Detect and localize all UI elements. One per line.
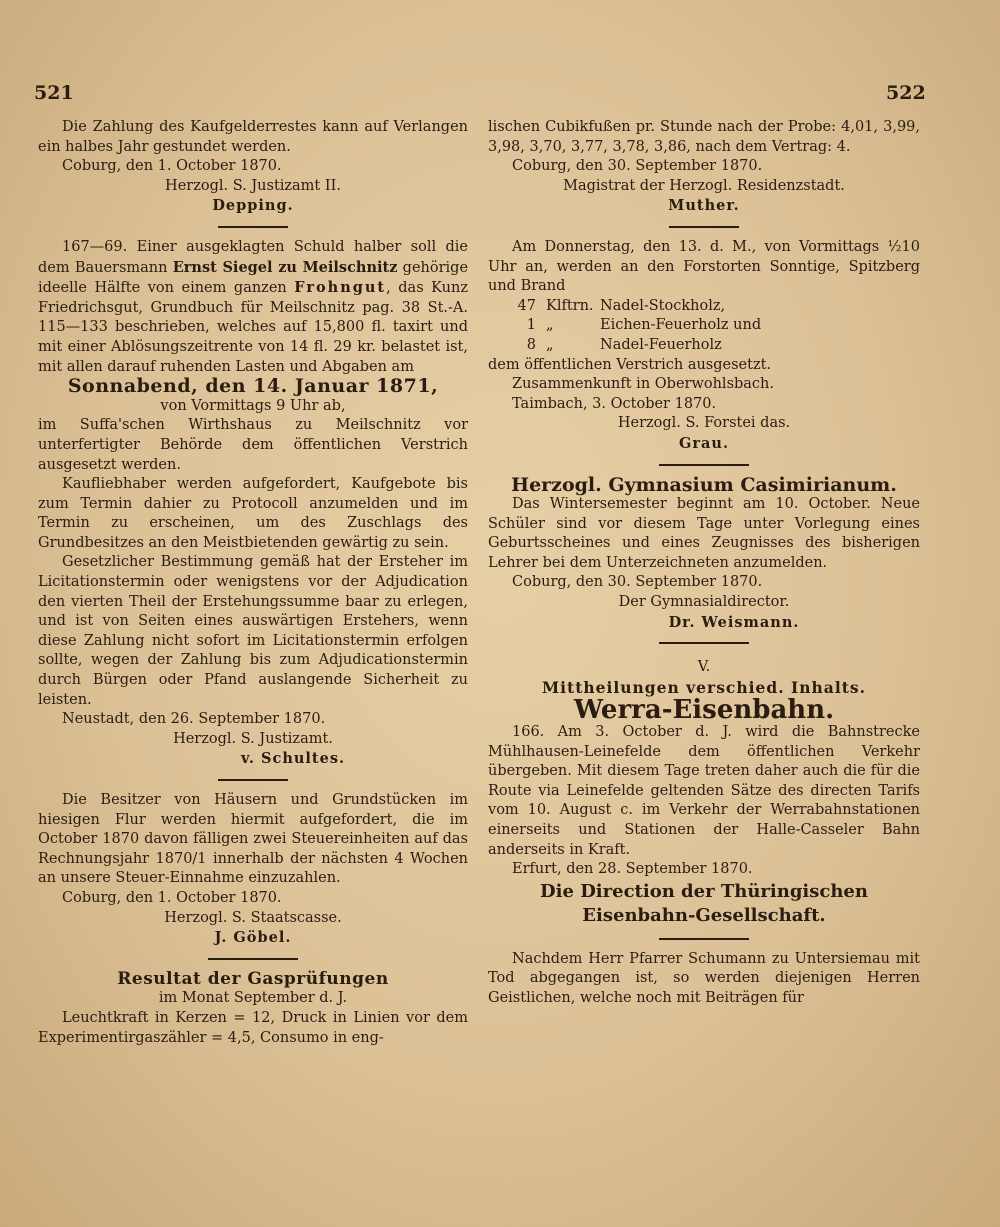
- auction-location-text: im Suffa'schen Wirthshaus zu Meilschnitz vor unterfertigter Behörde dem öffentlichen Verstrich ausgesetzt werden.: [38, 417, 468, 473]
- clergy-text: Nachdem Herr Pfarrer Schumann zu Untersiemau mit Tod abgegangen ist, so werden diejenigen Herren Geistlichen, welche noch mit Beiträgen für: [488, 950, 920, 1006]
- signature: v. Schultes.: [240, 750, 346, 768]
- notice-text: Die Zahlung des Kaufgelderrestes kann auf Verlangen ein halbes Jahr gestundet werden.: [38, 119, 468, 155]
- auction-bidders-text: Kaufliebhaber werden aufgefordert, Kaufgebote bis zum Termin dahier zu Protocoll anzumelden und im Termin zu erscheinen, um des Zuschlags des Grundbesitzes an den Meistbietenden gewärtig zu sein.: [38, 476, 468, 551]
- issuing-office: Der Gymnasialdirector.: [618, 594, 790, 611]
- divider: [208, 958, 298, 960]
- section-title: Mittheilungen verschied. Inhalts.: [541, 677, 867, 697]
- signature: Dr. Weismann.: [668, 613, 800, 631]
- wood-item: 47 Klftrn. Nadel-Stockholz,: [517, 297, 726, 314]
- werra-text: 166. Am 3. October d. J. wird die Bahnstrecke Mühlhausen-Leinefelde dem öffentlichen Verkehr übergeben. Mit diesem Tage treten daher auch die für die Route via Leinefelde geltenden Sätze des directen Tarifs vom 10. August c. im Verkehr der Werrabahnstationen einerseits und Stationen der Halle-Casseler Bahn anderseits in Kraft.: [488, 724, 920, 858]
- right-column: [488, 118, 920, 1009]
- notice-text: Die Besitzer von Häusern und Grundstücken im hiesigen Flur werden hiermit aufgefordert, die im October 1870 davon fälligen zwei Steuereinheiten auf das Rechnungsjahr 1870/1 innerhalb der nächsten 4 Wochen an unsere Steuer-Einnahme einzuzahlen.: [38, 792, 468, 887]
- place-date: Coburg, den 1. October 1870.: [62, 889, 282, 906]
- wood-item: 1 „ Eichen-Feuerholz und: [526, 317, 762, 334]
- issuing-office: Magistrat der Herzogl. Residenzstadt.: [563, 177, 845, 194]
- divider: [659, 642, 749, 644]
- owner-name: Ernst Siegel zu Meilschnitz: [172, 258, 398, 276]
- wood-sale-text-2: dem öffentlichen Verstrich ausgesetzt.: [488, 356, 772, 373]
- wood-item: 8 „ Nadel-Feuerholz: [526, 336, 722, 353]
- notice-gas-test: [38, 970, 468, 1048]
- divider: [218, 226, 288, 228]
- page-number-right: 522: [886, 82, 926, 104]
- signature: Depping.: [212, 197, 294, 215]
- issuing-office: Herzogl. S. Justizamt.: [173, 730, 333, 747]
- signature: J. Göbel.: [214, 929, 292, 947]
- divider: [659, 938, 749, 940]
- gas-test-text-continued: lischen Cubikfußen pr. Stunde nach der Probe: 4,01, 3,99, 3,98, 3,70, 3,77, 3,78, 3,86, nach dem Vertrag: 4.: [488, 119, 920, 155]
- notice-payment-deferral: [38, 118, 468, 216]
- railway-direction: Die Direction der Thüringischen Eisenbahn-Gesellschaft.: [540, 880, 868, 926]
- auction-payment-text: Gesetzlicher Bestimmung gemäß hat der Ersteher im Licitationstermin oder wenigstens vor der Adjudication den vierten Theil der Erstehungssumme baar zu erlegen, und ist von Seiten eines auswärtigen Erstehers, wenn diese Zahlung nicht sofort im Licitationstermin erfolgen sollte, wegen der Zahlung bis zum Adjudicationstermin durch Bürgen oder Pfand auslangende Sicherheit zu leisten.: [38, 554, 468, 708]
- section-v: [488, 658, 920, 697]
- notice-gymnasium: [488, 473, 920, 633]
- wood-sale-text: Am Donnerstag, den 13. d. M., von Vormittags ½10 Uhr an, werden an den Forstorten Sonntige, Spitzberg und Brand: [488, 238, 920, 295]
- divider: [659, 464, 749, 466]
- notice-clergy: [488, 950, 920, 1009]
- divider: [218, 779, 288, 781]
- issuing-office: Herzogl. S. Forstei das.: [617, 415, 791, 432]
- notice-taxes: [38, 791, 468, 948]
- place-date: Coburg, den 30. September 1870.: [512, 574, 763, 591]
- notice-gas-test-continued: [488, 118, 920, 216]
- divider: [669, 226, 739, 228]
- signature: Muther.: [668, 197, 740, 215]
- frohngut-term: Frohngut: [294, 279, 387, 297]
- gas-test-subtitle: im Monat September d. J.: [158, 990, 348, 1007]
- gas-test-text: Leuchtkraft in Kerzen = 12, Druck in Linien vor dem Experimentirgaszähler = 4,5, Consumo in eng-: [38, 1009, 468, 1046]
- section-number: V.: [697, 659, 711, 676]
- issuing-office: Herzogl. S. Justizamt II.: [165, 177, 341, 194]
- meeting-place: Zusammenkunft in Oberwohlsbach.: [512, 376, 775, 393]
- place-date: Neustadt, den 26. September 1870.: [62, 711, 326, 728]
- notice-auction: [38, 238, 468, 769]
- place-date: Coburg, den 1. October 1870.: [62, 158, 282, 175]
- gas-test-title: Resultat der Gasprüfungen: [117, 968, 389, 989]
- place-date: Erfurt, den 28. September 1870.: [512, 861, 753, 878]
- issuing-office: Herzogl. S. Staatscasse.: [164, 909, 342, 926]
- notice-wood-sale: [488, 238, 920, 454]
- auction-time: von Vormittags 9 Uhr ab,: [160, 397, 346, 414]
- gymnasium-text: Das Wintersemester beginnt am 10. October. Neue Schüler sind vor diesem Tage unter Vorlegung eines Geburtsscheines und eines Zeugnisses des bisherigen Lehrer bei dem Unterzeichneten anzumelden.: [488, 496, 920, 571]
- auction-date: Sonnabend, den 14. Januar 1871,: [67, 375, 439, 398]
- place-date: Taimbach, 3. October 1870.: [512, 395, 717, 412]
- auction-text-intro: 167—69. Einer ausgeklagten Schuld halber soll die dem Bauersmann Ernst Siegel zu Meilschnitz gehörige ideelle Hälfte von einem ganzen Frohngut, das Kunz Friedrichsgut, Grundbuch für Meilschnitz pag. 38 St.-A. 115—133 beschrieben, welches auf 15,800 fl. taxirt und mit einer Ablösungszeitrente von 14 fl. 29 kr. belastet ist, mit allen darauf ruhenden Lasten und Abgaben am: [38, 238, 469, 375]
- place-date: Coburg, den 30. September 1870.: [512, 158, 763, 175]
- notice-werra-railway: [488, 695, 920, 927]
- signature: Grau.: [678, 434, 729, 452]
- gymnasium-title: Herzogl. Gymnasium Casimirianum.: [511, 473, 897, 496]
- left-column: [38, 118, 468, 1048]
- werra-title: Werra-Eisenbahn.: [573, 695, 835, 726]
- page-number-left: 521: [34, 82, 74, 104]
